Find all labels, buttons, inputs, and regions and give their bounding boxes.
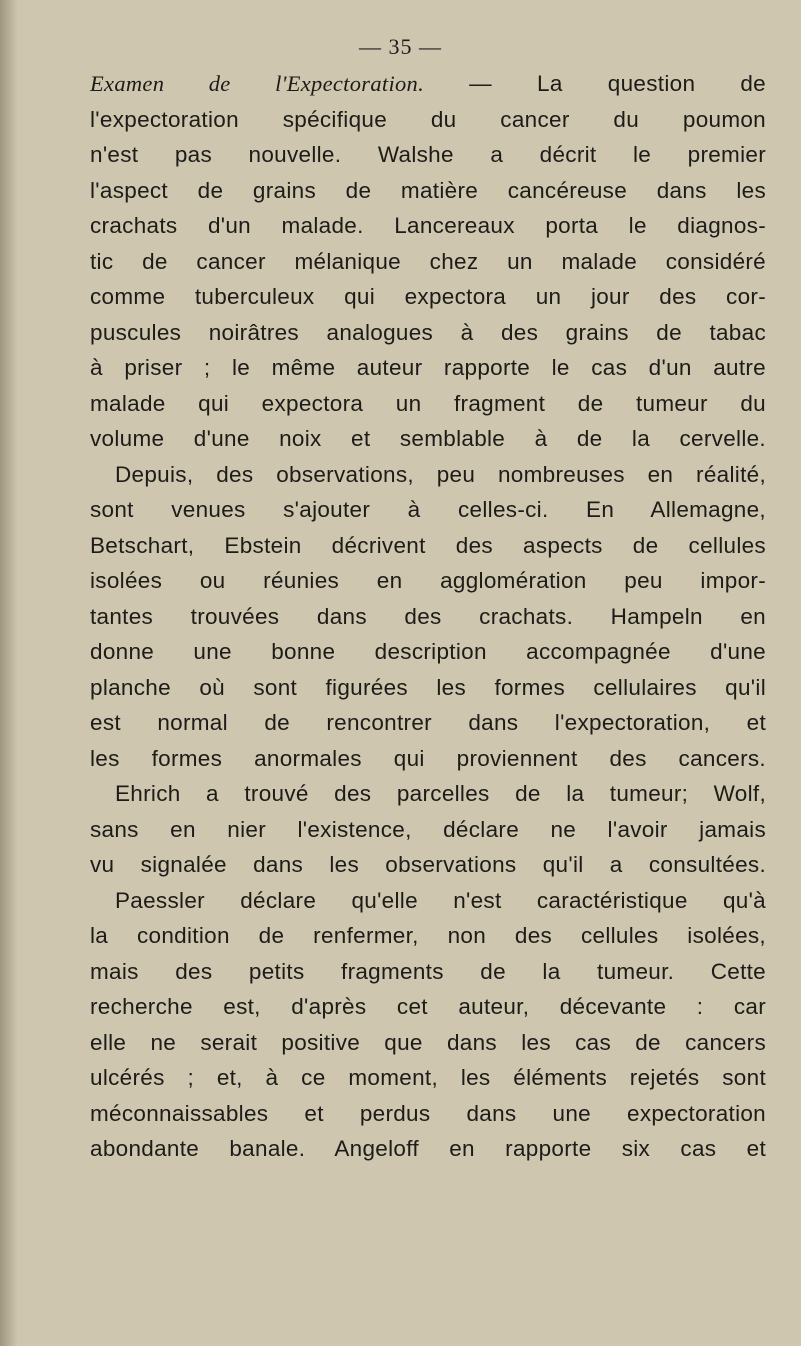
- text-line: abondante banale. Angeloff en rapporte six cas et: [90, 1136, 766, 1161]
- text-line: volume d'une noix et semblable à de la cervelle.: [90, 426, 766, 451]
- text-line: puscules noirâtres analogues à des grains de tabac: [90, 319, 766, 345]
- text-line: planche où sont figurées les formes cellulaires qu'il: [90, 674, 766, 700]
- page-body: [90, 66, 766, 1167]
- text-line: elle ne serait positive que dans les cas de cancers: [90, 1029, 766, 1055]
- text-line: sans en nier l'existence, déclare ne l'avoir jamais: [90, 816, 766, 842]
- text-line: crachats d'un malade. Lancereaux porta le diagnos-: [90, 213, 766, 238]
- section-heading: Examen de l'Expectoration.: [90, 71, 425, 96]
- text-line: comme tuberculeux qui expectora un jour des cor-: [90, 284, 766, 309]
- text-line: tantes trouvées dans des crachats. Hampeln en: [90, 603, 766, 629]
- text-line: méconnaissables et perdus dans une expectoration: [90, 1100, 766, 1126]
- text-line: mais des petits fragments de la tumeur. Cette: [90, 958, 766, 984]
- text-line: vu signalée dans les observations qu'il a consultées.: [90, 852, 766, 877]
- text-line: est normal de rencontrer dans l'expectoration, et: [90, 710, 766, 735]
- text-line: malade qui expectora un fragment de tumeur du: [90, 390, 766, 416]
- text-line: recherche est, d'après cet auteur, décevante : car: [90, 994, 766, 1019]
- text-line: isolées ou réunies en agglomération peu impor-: [90, 568, 766, 593]
- text-line: n'est pas nouvelle. Walshe a décrit le premier: [90, 142, 766, 167]
- text-line: [90, 66, 766, 102]
- text-line: les formes anormales qui proviennent des cancers.: [90, 745, 766, 771]
- text-line: à priser ; le même auteur rapporte le cas d'un autre: [90, 355, 766, 380]
- text-line: sont venues s'ajouter à celles-ci. En Allemagne,: [90, 497, 766, 522]
- text-line: Ehrich a trouvé des parcelles de la tumeur; Wolf,: [115, 781, 766, 806]
- text-line: Paessler déclare qu'elle n'est caractéristique qu'à: [115, 887, 766, 913]
- text-line: donne une bonne description accompagnée d'une: [90, 639, 766, 664]
- text-span: — La question de: [469, 71, 766, 96]
- text-line: l'expectoration spécifique du cancer du poumon: [90, 106, 766, 132]
- page-edge-shadow: [0, 0, 18, 1346]
- page-number: — 35 —: [359, 34, 442, 59]
- text-line: ulcérés ; et, à ce moment, les éléments rejetés sont: [90, 1065, 766, 1090]
- text-line: Depuis, des observations, peu nombreuses en réalité,: [115, 461, 766, 487]
- text-line: Betschart, Ebstein décrivent des aspects de cellules: [90, 532, 766, 558]
- text-line: la condition de renfermer, non des cellules isolées,: [90, 923, 766, 948]
- text-line: tic de cancer mélanique chez un malade considéré: [90, 248, 766, 274]
- text-line: l'aspect de grains de matière cancéreuse dans les: [90, 177, 766, 203]
